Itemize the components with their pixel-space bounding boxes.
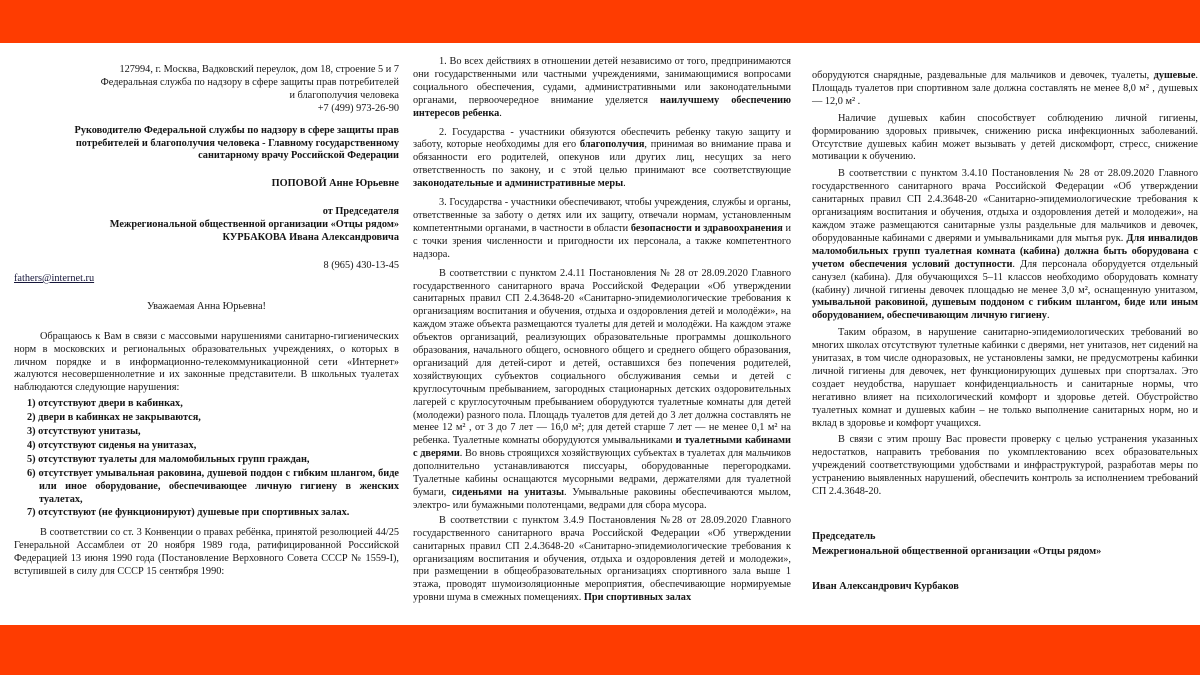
signature-organization: Межрегиональной общественной организации «Отцы рядом» (812, 546, 1102, 557)
sender-organization: Межрегиональной общественной организации «Отцы рядом» (109, 219, 399, 231)
bottom-orange-band (0, 625, 1200, 675)
body-paragraph: Наличие душевых кабин способствует соблюдению личной гигиены, формированию здоровых привычек, снижению риска инфекционных заболеваний. Отсутствие душевых кабин может вызывать у детей дискомфорт, стресс, снижение мотивации к обучению. (812, 112, 1198, 163)
violation-number: 3) (27, 426, 36, 438)
violation-number: 4) (27, 439, 36, 451)
violation-number: 2) (27, 412, 36, 424)
body-paragraph: 2. Государства - участники обязуются обеспечить ребенку такую защиту и заботу, которые необходимы для его благополучия, принимая во внимание права и обязанности его родителей, опекунов или других лиц, несущих за него ответственность по закону, и с этой целью принимают все соответствующие законодательные и административные меры. (413, 126, 791, 190)
violation-text: отсутствуют унитазы, (38, 426, 141, 438)
violation-text: отсутствует умывальная раковина, душевой поддон с гибким шлангом, биде или иное оборудование, обеспечивающее личную гигиену в женских туалетах, (38, 467, 400, 505)
top-orange-band (0, 0, 1200, 43)
body-paragraph: 1. Во всех действиях в отношении детей независимо от того, предпринимаются они государственными или частными учреждениями, занимающимися вопросами социального обеспечения, судами, административными или законодательными органами, первоочередное внимание уделяется наилучшему обеспечению интересов ребенка. (413, 56, 791, 119)
request-paragraph: В связи с этим прошу Вас провести проверку с целью устранения указанных недостатков, направить требования по укомплектованию всех образовательных учреждений соответствующими удобствами и инфраструктурой, разработав меры по устранению выявленных нарушений, обеспечить контроль за исполнением требований СП 2.4.3648-20. (812, 434, 1198, 498)
signature-block (812, 529, 1198, 594)
violation-number: 5) (27, 453, 36, 465)
address-line: 127994, г. Москва, Вадковский переулок, дом 18, строение 5 и 7 (119, 64, 399, 75)
letter-body-column-2 (812, 70, 1198, 594)
body-paragraph: В соответствии с пунктом 2.4.11 Постановления № 28 от 28.09.2020 Главного государственного санитарного врача Российской Федерации «Об утверждении санитарных правил СП 2.4.3648-20 «Санитарно-эпидемиологические требования к организациям воспитания и обучения, отдыха и оздоровления детей и молодёжи», на каждом этаже объекта размещаются туалеты для детей и молодёжи. На каждом этаже объектов организаций, реализующих образовательные программы дошкольного образования, начального общего, основного общего и среднего общего образования, организаций для детей-сирот и детей, оставшихся без попечения родителей, хозяйствующих субъектов социального обслуживания семьи и детей с круглосуточным пребыванием, загородных стационарных детских оздоровительных лагерей с круглосуточным пребыванием оборудуются туалетные комнаты для детей (молодежи) разного пола. Площадь туалетов для детей до 3 лет должна составлять не менее 12 м² , от 3 до 7 лет — 16,0 м²; для детей старше 7 лет — не менее 0,1 м² на ребенка. Туалетные комнаты оборудуются умывальниками и туалетными кабинами с дверями. Во вновь строящихся хозяйствующих субъектах в туалетах для мальчиков дополнительно устанавливаются писсуары, оборудованные перегородками. Туалетные кабины оснащаются мусорными ведрами, держателями для туалетной бумаги, сиденьями на унитазы. Умывальные раковины обеспечиваются мылом, электро- или бумажными полотенцами, ведрами для сбора мусора. (413, 267, 791, 511)
intro-paragraph: Обращаюсь к Вам в связи с массовыми нарушениями санитарно-гигиенических норм в московских и региональных образовательных учреждениях, о которых в личном порядке и в информационно-телекоммуникационной сети «Интернет» жалуются несовершеннолетние и их законные представители. В школьных туалетах наблюдаются следующие нарушения: (14, 330, 399, 394)
sender-email-line (14, 273, 399, 286)
violation-item (14, 507, 399, 520)
violation-text: отсутствуют (не функционируют) душевые при спортивных залах. (38, 507, 350, 519)
violation-item (14, 440, 399, 453)
recipient-title: Руководителю Федеральной службы по надзору в сфере защиты прав потребителей и благополучия человека - Главному государственному санитарному врачу Российской Федерации (74, 124, 399, 162)
violation-item (14, 454, 399, 467)
violation-text: отсутствуют двери в кабинках, (38, 398, 183, 410)
violation-item (14, 412, 399, 425)
signature-title: Председатель (812, 531, 876, 542)
address-line: Федеральная служба по надзору в сфере защиты прав потребителей (100, 76, 399, 88)
violation-text: двери в кабинках не закрываются, (38, 412, 201, 424)
sender-name: КУРБАКОВА Ивана Александровича (222, 232, 399, 244)
authority-phone: +7 (499) 973-26-90 (317, 102, 399, 114)
body-paragraph: В соответствии с пунктом 3.4.10 Постановления № 28 от 28.09.2020 Главного государственного санитарного врача Российской Федерации «Об утверждении санитарных правил СП 2.4.3648-20 «Санитарно-эпидемиологические требования к организациям воспитания и обучения, отдыха и оздоровления детей и молодежи», на каждом этаже размещаются санитарные узлы раздельные для мальчиков и девочек, оборудованные кабинами с дверями и умывальниками для мытья рук. Для инвалидов маломобильных групп туалетная комната (кабина) должна быть оборудована с учетом обеспечения условий доступности. Для персонала оборудуется отдельный санузел (кабина). Для обучающихся 5–11 классов необходимо оборудовать комнату (кабину) личной гигиены девочек площадью не менее 3,0 м², оснащенную унитазом, умывальной раковиной, душевым поддоном с гибким шлангом, биде или иным оборудованием, обеспечивающим личную гигиену. (812, 168, 1198, 322)
violation-text: отсутствуют туалеты для маломобильных групп граждан, (38, 453, 310, 465)
recipient-name: ПОПОВОЙ Анне Юрьевне (271, 178, 399, 190)
signature-name: Иван Александрович Курбаков (812, 581, 959, 592)
authority-address-block (14, 64, 399, 116)
convention-paragraph: В соответствии со ст. 3 Конвенции о правах ребёнка, принятой резолюцией 44/25 Генеральной Ассамблеи от 20 ноября 1989 года, ратифицированной Российской Федерацией 13 июня 1990 года (Постановление Верховного Совета СССР № 1559-I), вступившей в силу для СССР 15 сентября 1990: (14, 527, 399, 578)
violation-text: отсутствуют сиденья на унитазах, (38, 439, 197, 451)
sender-role: от Председателя (322, 206, 399, 218)
salutation: Уважаемая Анна Юрьевна! (147, 300, 266, 312)
body-paragraph: оборудуются снарядные, раздевальные для мальчиков и девочек, туалеты, душевые. Площадь туалетов при спортивном зале должна составлять не менее 8,0 м² , душевых — 12,0 м² . (812, 70, 1198, 107)
sender-phone: 8 (965) 430-13-45 (323, 259, 399, 271)
letter-header-column (14, 64, 399, 579)
address-line: и благополучия человека (289, 89, 399, 101)
sender-email-link[interactable]: fathers@internet.ru (14, 272, 95, 284)
body-paragraph: Таким образом, в нарушение санитарно-эпидемиологических требований во многих школах отсутствуют тулетные кабинки с дверями, нет унитазов, нет сидений на унитазах, в том числе одноразовых, не установлены замки, не предусмотрены кабинки личной гигиены для девочек, нет функционирующих душевых при спортзалах. Это создает неудобства, нарушает конфиденциальность и санитарные нормы, что негативно влияет на психологический комфорт и здоровье детей. Обустройство туалетных комнат и душевых кабин – не только выполнение санитарных норм, но и вклад в здоровье и комфорт учащихся. (812, 327, 1198, 429)
violation-number: 6) (27, 467, 36, 479)
body-paragraph: В соответствии с пунктом 3.4.9 Постановления №28 от 28.09.2020 Главного государственного санитарного врача Российской Федерации «Об утверждении санитарных правил СП 2.4.3648-20 «Санитарно-эпидемиологические требования к организациям воспитания и обучения, отдыха и оздоровления детей и молодежи», при размещении в общеобразовательных организациях спортивного зала выше 1 этажа, проводят шумоизоляционные мероприятия, обеспечивающие нормируемые уровни шума в смежных помещениях. При спортивных залах (413, 514, 791, 604)
sender-block (14, 206, 399, 245)
violation-number: 1) (27, 398, 36, 410)
violation-item (14, 398, 399, 411)
violations-list (14, 398, 399, 520)
body-paragraph: 3. Государства - участники обеспечивают, чтобы учреждения, службы и органы, ответственные за заботу о детях или их защиту, отвечали нормам, установленным компетентными органами, в частности в области безопасности и здравоохранения и с точки зрения численности и пригодности их персонала, а также компетентного надзора. (413, 197, 791, 260)
violation-item (14, 426, 399, 439)
violation-item (14, 468, 399, 507)
letter-body-column-1 (413, 56, 791, 605)
violation-number: 7) (27, 507, 36, 519)
